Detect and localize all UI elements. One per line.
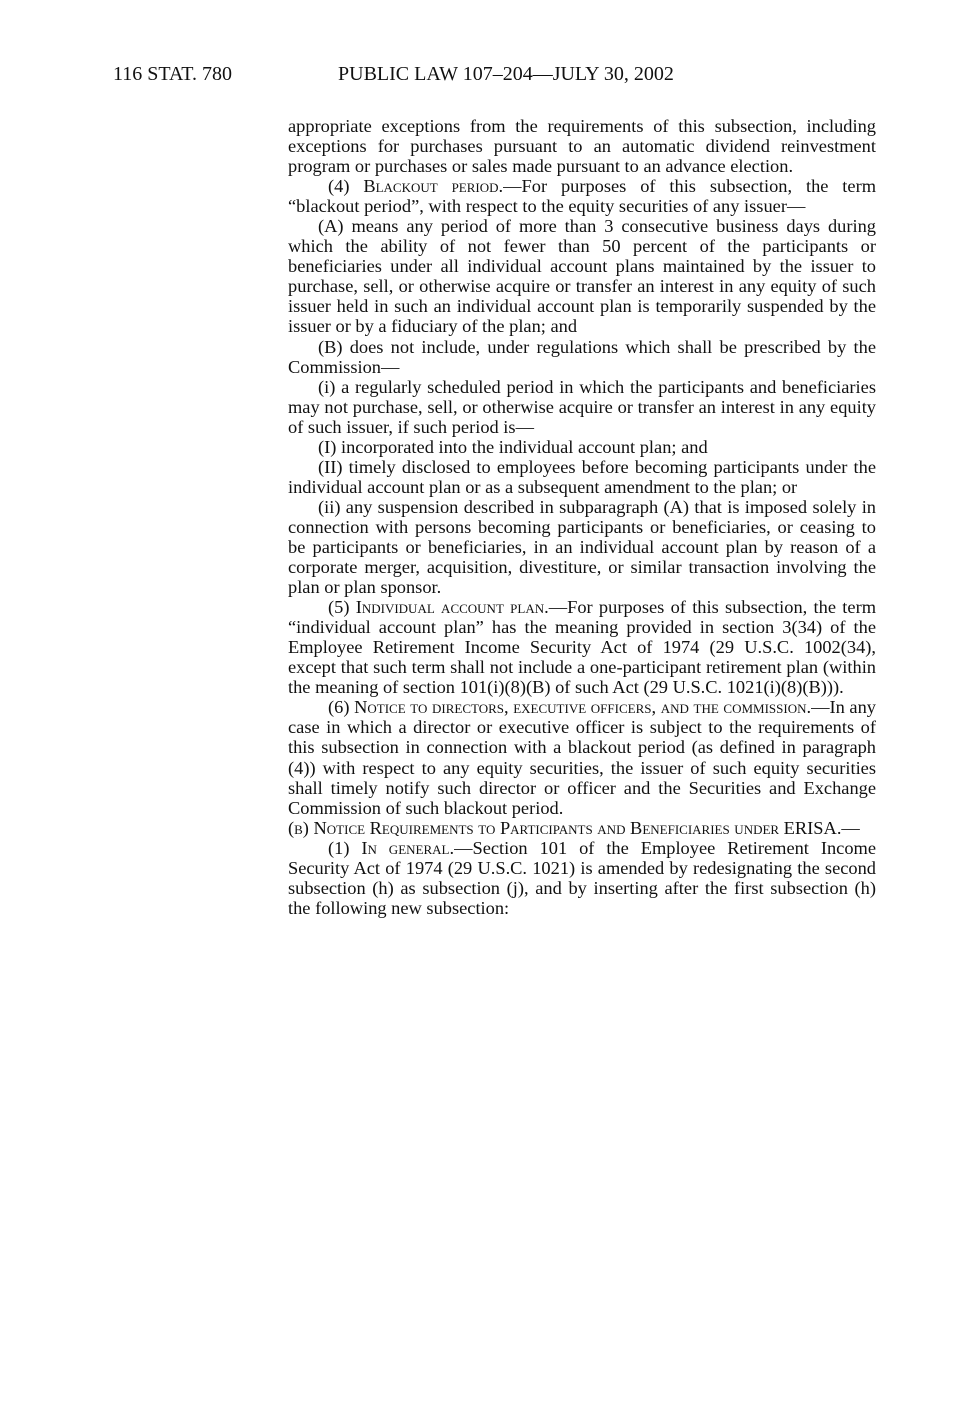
subparagraph-A: (A) means any period of more than 3 consecutive business days during which the ability of not fewer than 50 percent of the participants or beneficiaries under all individual account plans maintained by the issuer to purchase, sell, or otherwise acquire or transfer an interest in any equity of such issuer held in such an individual account plan is temporarily suspended by the issuer or by a fiduciary of the plan; and — [288, 216, 876, 337]
page-header — [0, 63, 954, 93]
clause-ii: (ii) any suspension described in subparagraph (A) that is imposed solely in connection with persons becoming participants or beneficiaries, or ceasing to be participants or beneficiaries, in an individual account plan by reason of a corporate merger, acquisition, divestiture, or similar transaction involving the plan or plan sponsor. — [288, 496, 876, 598]
paragraph-continuation: appropriate exceptions from the requirements of this subsection, including exceptions for purchases pursuant to an automatic dividend reinvestment program or purchases or sales made pursuant to an advance election. — [288, 116, 876, 177]
subsection-heading: (b) Notice Requirements to Participants and Beneficiaries under ERISA. — [288, 817, 842, 838]
paragraph-heading: (5) Individual account plan. — [328, 597, 549, 618]
paragraph-heading: (6) Notice to directors, executive officers, and the commission. — [328, 697, 812, 718]
subclause-II: (II) timely disclosed to employees before becoming participants under the individual account plan or as a subsequent amendment to the plan; or — [288, 456, 876, 497]
document-body — [288, 116, 876, 918]
subparagraph-B: (B) does not include, under regulations which shall be prescribed by the Commission— — [288, 336, 876, 377]
subclause-I: (I) incorporated into the individual account plan; and — [318, 436, 708, 457]
paragraph-1-in-general: (1) In general.—Section 101 of the Employee Retirement Income Security Act of 1974 (29 U.S.C. 1021) is amended by redesignating the second subsection (h) as subsection (j), and by inserting after the first subsection (h) the following new subsection: — [288, 837, 876, 918]
paragraph-heading: (1) In general. — [328, 837, 455, 858]
paragraph-5-individual-account-plan: (5) Individual account plan.—For purposes of this subsection, the term “individual account plan” has the meaning provided in section 3(34) of the Employee Retirement Income Security Act of 1974 (29 U.S.C. 1002(34), except that such term shall not include a one-participant retirement plan (within the meaning of section 101(i)(8)(B) of such Act (29 U.S.C. 1021(i)(8)(B))). — [288, 597, 877, 698]
stat-page-number: 116 STAT. 780 — [113, 63, 232, 85]
paragraph-4-blackout-period: (4) Blackout period.—For purposes of this subsection, the term “blackout period”, with respect to the equity securities of any issuer— — [288, 176, 877, 217]
running-head: PUBLIC LAW 107–204—JULY 30, 2002 — [338, 63, 674, 85]
clause-i: (i) a regularly scheduled period in which the participants and beneficiaries may not purchase, sell, or otherwise acquire or transfer an interest in any equity of such issuer, if such period is— — [288, 376, 876, 437]
paragraph-6-notice: (6) Notice to directors, executive officers, and the commission.—In any case in which a director or executive officer is subject to the requirements of this subsection in connection with a blackout period (as defined in paragraph (4)) with respect to any equity securities, the issuer of such equity securities shall timely notify such director or officer and the Securities and Exchange Commission of such blackout period. — [288, 697, 876, 818]
subsection-b-notice-requirements: (b) Notice Requirements to Participants and Beneficiaries under ERISA.— — [288, 817, 860, 838]
paragraph-heading: (4) Blackout period. — [328, 176, 504, 197]
